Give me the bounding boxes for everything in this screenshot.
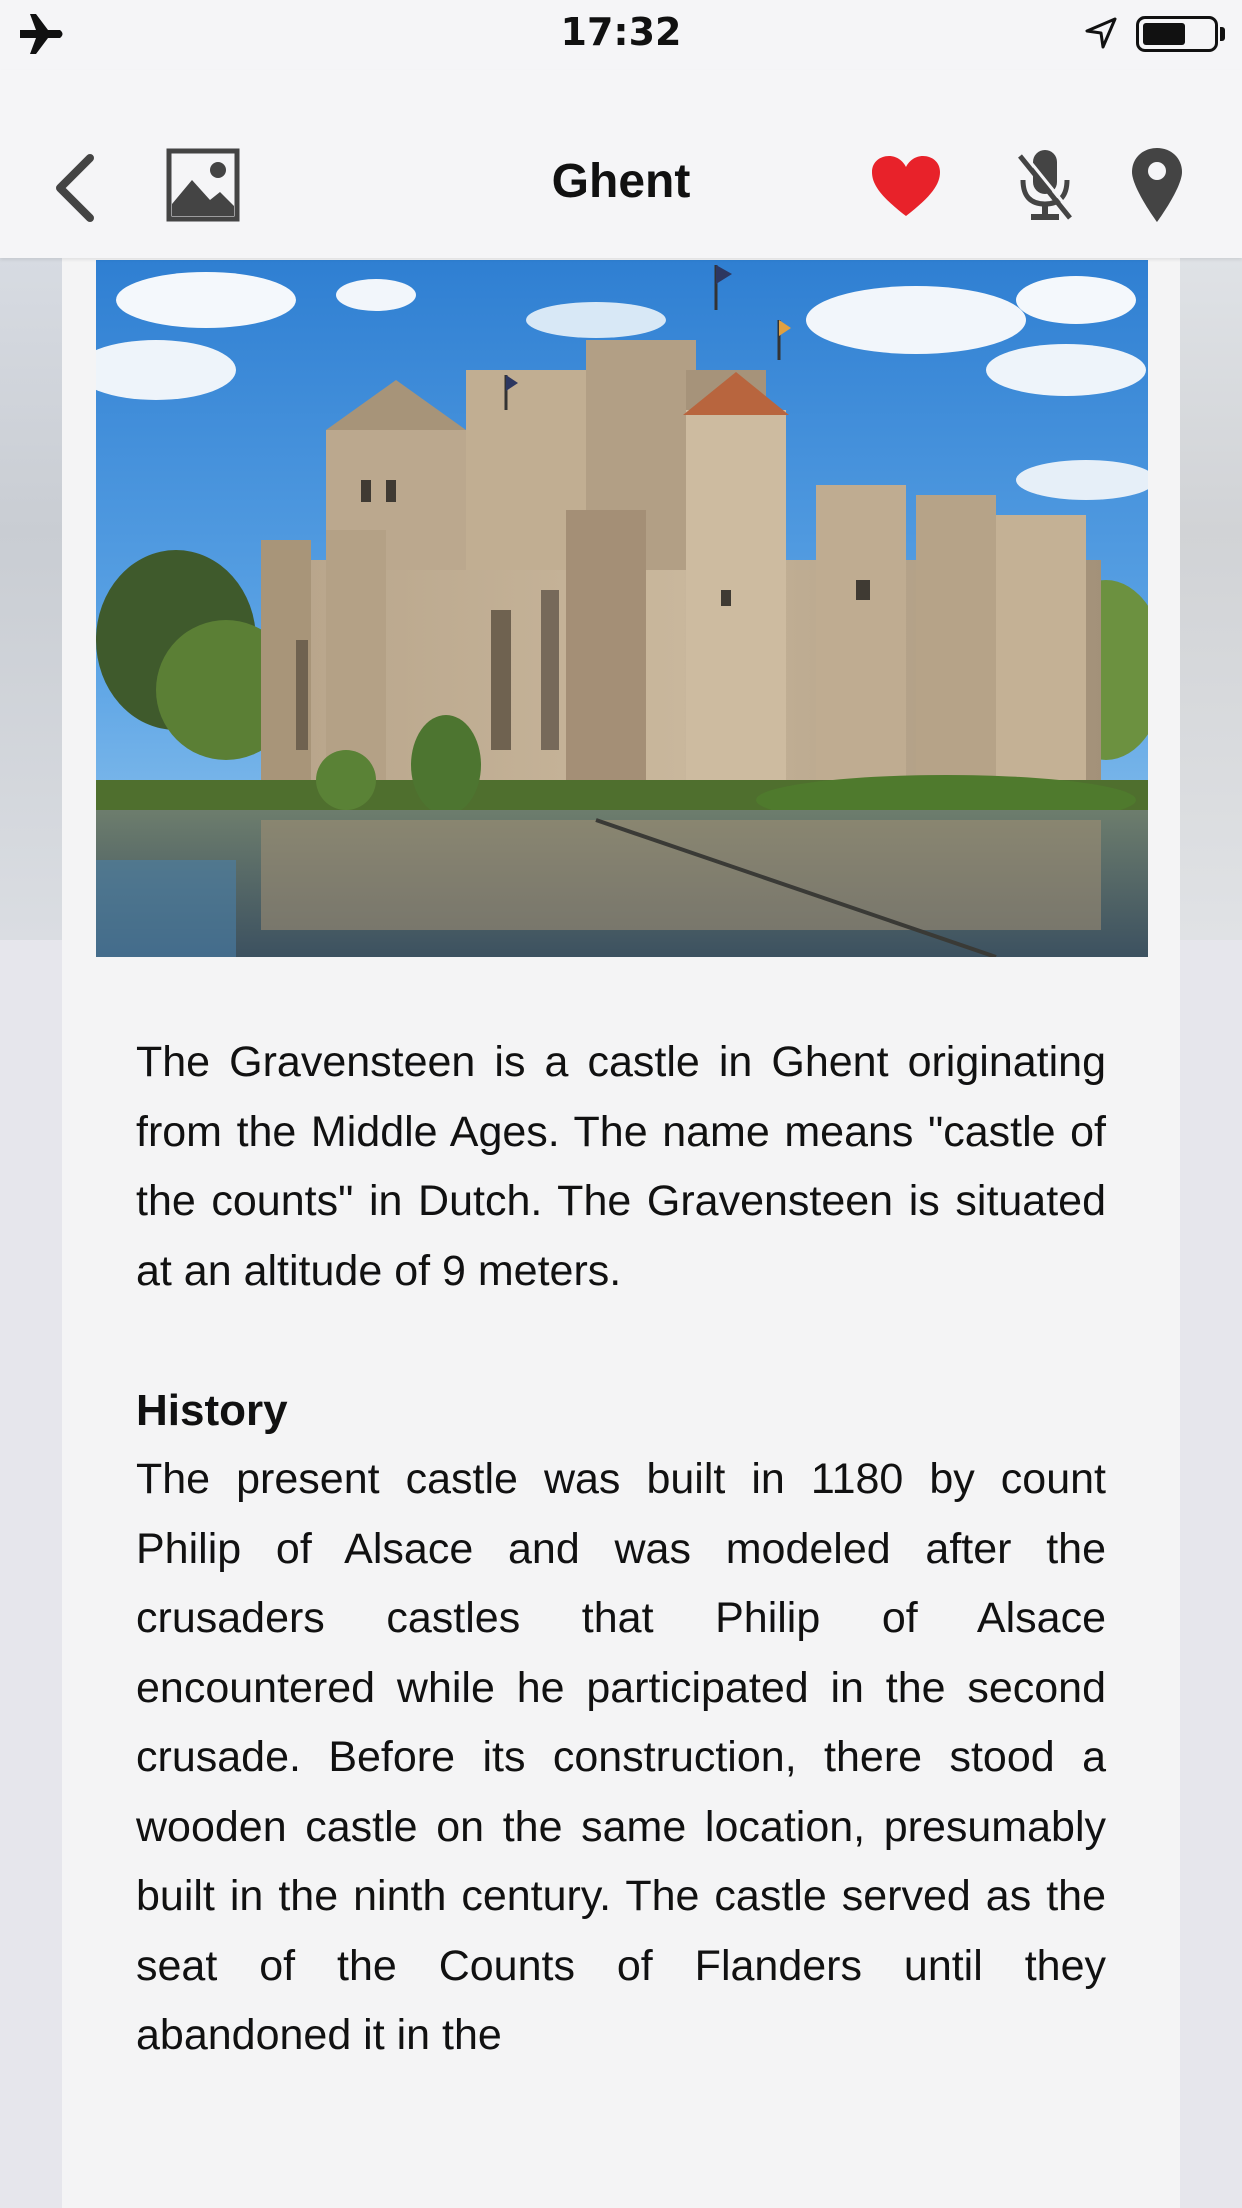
status-bar [0,0,1242,70]
heart-icon[interactable] [870,154,942,220]
next-card-peek[interactable] [1180,258,1242,940]
battery-icon [1136,16,1218,52]
microphone-off-icon[interactable] [1014,148,1076,224]
intro-paragraph: The Gravensteen is a castle in Ghent originating from the Middle Ages. The name means "castle of the counts" in Dutch. The Gravensteen is situated at an altitude of 9 meters. [136,1038,1106,1295]
location-arrow-icon [1084,16,1118,50]
article-body [136,1028,1106,2071]
page-title: Ghent [551,155,691,208]
history-heading: History [136,1385,288,1435]
previous-card-peek[interactable] [0,258,62,940]
history-paragraph: The present castle was built in 1180 by count Philip of Alsace and was modeled after the crusaders castles that Philip of Alsace encountered while he participated in the second crusade. Before its construction, there stood a wooden castle on the same location, presumably built in the ninth century. The castle served as the seat of the Counts of Flanders until they abandoned it in the [136,1455,1106,2059]
status-time: 17:32 [560,10,682,54]
nav-bar [0,70,1242,258]
place-card [62,258,1180,2208]
castle-photo[interactable] [96,260,1148,957]
map-pin-icon[interactable] [1130,146,1184,224]
